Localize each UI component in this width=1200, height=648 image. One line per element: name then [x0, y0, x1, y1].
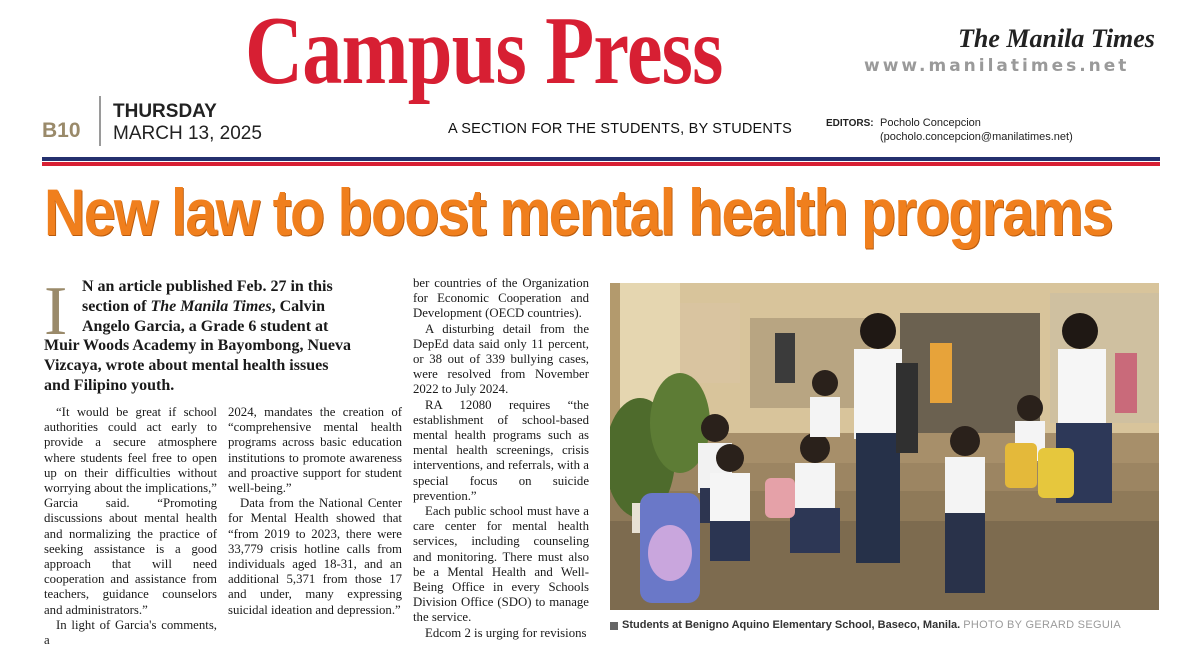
photo-illustration — [610, 283, 1159, 610]
header-rule-red — [42, 162, 1160, 166]
issue-day: THURSDAY — [113, 101, 217, 122]
article-photo — [610, 283, 1159, 610]
newspaper-brand: The Manila Times — [958, 24, 1155, 53]
paragraph: Data from the National Center for Mental Health showed that “from 2019 to 2023, there were 33,779 crisis hotline calls from individuals aged 18-31, and an additional 5,371 from those 17 and under, many expressing suicidal ideation and depression.” — [228, 496, 402, 617]
lead-line: , Calvin — [271, 297, 325, 315]
caption-text: Students at Benigno Aquino Elementary School, Baseco, Manila. — [622, 619, 961, 631]
lead-line: Angelo Garcia, a Grade 6 student at — [82, 317, 329, 335]
article-column-3 — [413, 276, 589, 641]
article-headline: New law to boost mental health programs — [44, 175, 1112, 249]
paragraph: ber countries of the Organization for Economic Cooperation and Development (OECD countries). — [413, 276, 589, 321]
masthead-divider — [99, 96, 101, 146]
lead-line: and Filipino youth. — [44, 376, 175, 394]
masthead-tagline: A SECTION FOR THE STUDENTS, BY STUDENTS — [448, 121, 793, 137]
lead-publication-name: The Manila Times — [150, 297, 272, 315]
masthead-title: Campus Press — [245, 0, 723, 105]
photo-caption — [622, 619, 1121, 631]
editors-label: EDITORS: — [826, 118, 874, 129]
article-lead — [44, 273, 404, 396]
caption-marker — [610, 622, 618, 630]
page-number: B10 — [42, 119, 81, 142]
editors-name: Pocholo Concepcion — [880, 117, 981, 129]
lead-line: N an article published Feb. 27 in this — [82, 278, 333, 295]
lead-line: Vizcaya, wrote about mental health issues — [44, 357, 329, 375]
article-column-2 — [228, 405, 402, 618]
issue-date: MARCH 13, 2025 — [113, 123, 262, 144]
paragraph: A disturbing detail from the DepEd data said only 11 percent, or 38 out of 339 bullying cases, were resolved from November 2022 to July 2024. — [413, 321, 589, 397]
website-link[interactable]: www.manilatimes.net — [864, 56, 1130, 76]
lead-line: Muir Woods Academy in Bayombong, Nueva — [44, 337, 352, 355]
lead-line: section of — [82, 297, 151, 315]
photo-credit: PHOTO BY GERARD SEGUIA — [963, 619, 1122, 631]
backpack — [640, 493, 700, 603]
drop-cap: I — [44, 273, 68, 350]
article-column-1 — [44, 405, 217, 648]
paragraph: Edcom 2 is urging for revisions — [425, 625, 587, 640]
editors-email[interactable]: (pocholo.concepcion@manilatimes.net) — [880, 131, 1073, 143]
paragraph: 2024, mandates the creation of “comprehensive mental health programs across basic education institutions to promote awareness and proactive support for student well-being.” — [228, 405, 402, 496]
paragraph: RA 12080 requires “the establishment of school-based mental health programs such as mental health screenings, crisis interventions, and referrals, with a special focus on suicide prevention.” — [413, 397, 589, 503]
paragraph: In light of Garcia's comments, a — [44, 617, 217, 648]
paragraph: “It would be great if school authorities could act early to provide a secure atmosphere where students feel free to open up on their difficulties without worrying about the implications,” Garcia said. “Promoting discussions about mental health and normalizing the practice of seeking assistance is a good approach that will need cooperation and assistance from teachers, guidance counselors and administrators.” — [44, 405, 217, 617]
paragraph: Each public school must have a care center for mental health services, including counseling and monitoring. There must also be a Mental Health and Well-Being Office in every Schools Division Office (SDO) to manage the service. — [413, 504, 589, 625]
header-rule-blue — [42, 157, 1160, 161]
student-figure — [810, 370, 840, 437]
